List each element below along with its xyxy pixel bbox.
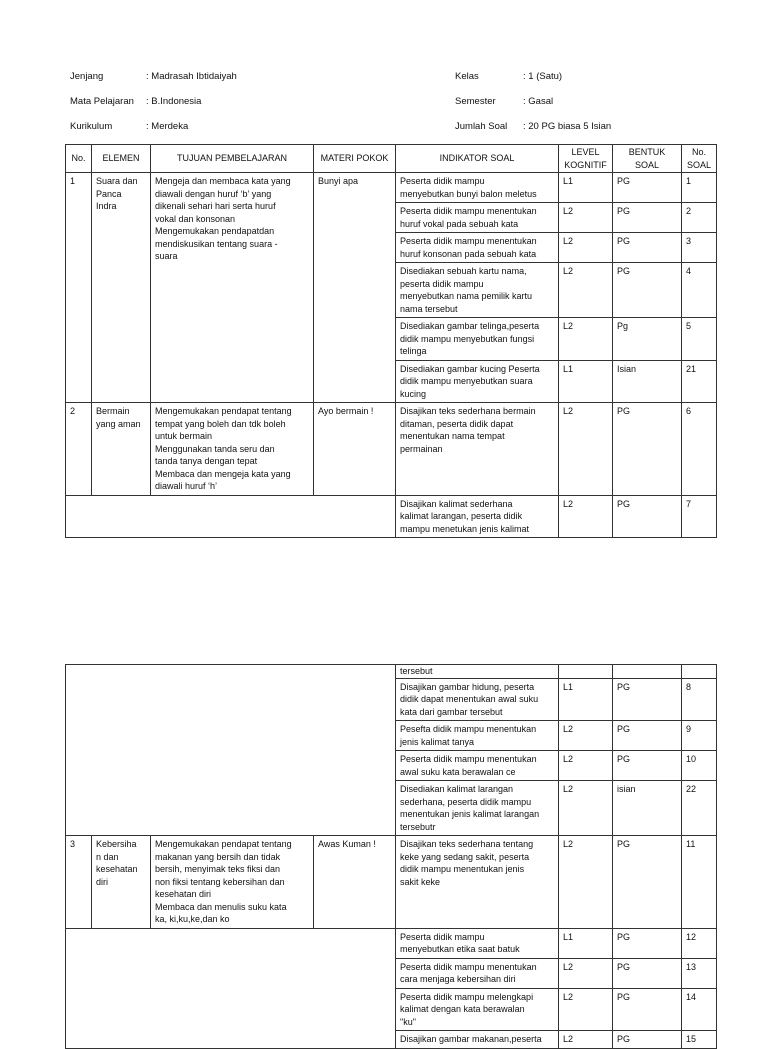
jenjang-value: : Madrasah Ibtidaiyah [146, 71, 237, 82]
cell-no: 2 [66, 403, 92, 496]
cell-elemen: Bermain yang aman [92, 403, 151, 496]
kurikulum-label: Kurikulum [70, 121, 113, 132]
table-row [66, 495, 717, 538]
cell-indikator: Peserta didik mampu menentukan cara menjaga kebersihan diri [396, 958, 559, 988]
semester-label: Semester [455, 96, 496, 107]
cell-level: L2 [559, 988, 613, 1031]
cell-bentuk: PG [613, 988, 682, 1031]
cell-bentuk: PG [613, 751, 682, 781]
cell-no-soal: 4 [682, 263, 717, 318]
cell-level: L1 [559, 678, 613, 721]
cell-bentuk: Pg [613, 318, 682, 361]
kelas-value: : 1 (Satu) [523, 71, 563, 82]
cell-bentuk [613, 665, 682, 679]
table-row [66, 403, 717, 496]
cell-no-soal: 22 [682, 781, 717, 836]
cell-no-soal: 14 [682, 988, 717, 1031]
cell-indikator: Peserta didik mampu menyebutkan bunyi balon meletus [396, 173, 559, 203]
cell-indikator: Disajikan gambar makanan,peserta [396, 1031, 559, 1049]
cell-level [559, 665, 613, 679]
header-tujuan: TUJUAN PEMBELAJARAN [151, 145, 314, 173]
cell-empty [66, 495, 396, 538]
cell-bentuk: PG [613, 233, 682, 263]
cell-no: 1 [66, 173, 92, 403]
cell-elemen: Suara dan Panca Indra [92, 173, 151, 403]
cell-indikator: tersebut [396, 665, 559, 679]
jenjang-label: Jenjang [70, 71, 104, 82]
cell-indikator: Disajikan kalimat sederhana kalimat larangan, peserta didik mampu menetukan jenis kalimat [396, 495, 559, 538]
cell-indikator: Peserta didik mampu menentukan huruf vokal pada sebuah kata [396, 203, 559, 233]
cell-no-soal: 2 [682, 203, 717, 233]
cell-bentuk: isian [613, 781, 682, 836]
cell-indikator: Disediakan gambar kucing Peserta didik mampu menyebutkan suara kucing [396, 360, 559, 403]
kisi-kisi-table-1 [65, 144, 717, 538]
cell-indikator: Disediakan kalimat larangan sederhana, peserta didik mampu menentukan jenis kalimat larangan tersebutr [396, 781, 559, 836]
cell-indikator: Pesefta didik mampu menentukan jenis kalimat tanya [396, 721, 559, 751]
cell-bentuk: PG [613, 203, 682, 233]
table-row [66, 928, 717, 958]
cell-tujuan: Mengeja dan membaca kata yang diawali dengan huruf ‘b’ yang dikenali sehari hari serta huruf vokal dan konsonan Mengemukakan pendapatdan mendiskusikan tentang suara - suara [151, 173, 314, 403]
cell-level: L2 [559, 318, 613, 361]
cell-bentuk: PG [613, 263, 682, 318]
semester-value: : Gasal [523, 96, 554, 107]
cell-no-soal: 1 [682, 173, 717, 203]
cell-bentuk: PG [613, 836, 682, 929]
table-row [66, 173, 717, 203]
cell-bentuk: PG [613, 958, 682, 988]
cell-materi: Awas Kuman ! [314, 836, 396, 929]
cell-bentuk: PG [613, 1031, 682, 1049]
cell-indikator: Disajikan teks sederhana tentang keke yang sedang sakit, peserta didik mampu menentukan jenis sakit keke [396, 836, 559, 929]
kisi-kisi-table-2 [65, 664, 717, 1049]
cell-no-soal: 15 [682, 1031, 717, 1049]
cell-tujuan: Mengemukakan pendapat tentang makanan yang bersih dan tidak bersih, menyimak teks fiksi dan non fiksi tentang kebersihan dan kesehatan diri Membaca dan menulis suku kata ka, ki,ku,ke,dan ko [151, 836, 314, 929]
cell-level: L2 [559, 203, 613, 233]
cell-no-soal: 12 [682, 928, 717, 958]
cell-no-soal: 10 [682, 751, 717, 781]
cell-no-soal: 7 [682, 495, 717, 538]
cell-level: L2 [559, 781, 613, 836]
cell-level: L2 [559, 958, 613, 988]
kelas-label: Kelas [455, 71, 479, 82]
cell-no-soal: 6 [682, 403, 717, 496]
cell-indikator: Peserta didik mampu menentukan awal suku kata berawalan ce [396, 751, 559, 781]
header-no-soal: No. SOAL [682, 145, 717, 173]
cell-no-soal: 9 [682, 721, 717, 751]
cell-no-soal [682, 665, 717, 679]
cell-level: L1 [559, 360, 613, 403]
cell-tujuan: Mengemukakan pendapat tentang tempat yang boleh dan tdk boleh untuk bermain Menggunakan tanda seru dan tanda tanya dengan tepat Membaca dan mengeja kata yang diawali huruf ‘h’ [151, 403, 314, 496]
cell-materi: Bunyi apa [314, 173, 396, 403]
cell-no-soal: 11 [682, 836, 717, 929]
cell-level: L2 [559, 751, 613, 781]
mapel-value: : B.Indonesia [146, 96, 202, 107]
cell-indikator: Disajikan gambar hidung, peserta didik dapat menentukan awal suku kata dari gambar tersebut [396, 678, 559, 721]
cell-no-soal: 3 [682, 233, 717, 263]
cell-bentuk: PG [613, 495, 682, 538]
cell-bentuk: PG [613, 403, 682, 496]
cell-bentuk: PG [613, 928, 682, 958]
cell-no-soal: 21 [682, 360, 717, 403]
header-level: LEVEL KOGNITIF [559, 145, 613, 173]
table-row [66, 836, 717, 929]
cell-level: L2 [559, 1031, 613, 1049]
jumlah-soal-label: Jumlah Soal [455, 121, 508, 132]
cell-bentuk: PG [613, 721, 682, 751]
cell-indikator: Disediakan gambar telinga,peserta didik mampu menyebutkan fungsi telinga [396, 318, 559, 361]
jumlah-soal-value: : 20 PG biasa 5 Isian [523, 121, 612, 132]
cell-no: 3 [66, 836, 92, 929]
cell-level: L2 [559, 836, 613, 929]
cell-level: L2 [559, 263, 613, 318]
cell-level: L2 [559, 403, 613, 496]
cell-no-soal: 8 [682, 678, 717, 721]
table-header-row [66, 145, 717, 173]
cell-level: L2 [559, 721, 613, 751]
cell-level: L2 [559, 495, 613, 538]
cell-level: L2 [559, 233, 613, 263]
cell-indikator: Peserta didik mampu menyebutkan etika saat batuk [396, 928, 559, 958]
table-row [66, 665, 717, 679]
cell-indikator: Peserta didik mampu melengkapi kalimat dengan kata berawalan "ku" [396, 988, 559, 1031]
cell-level: L1 [559, 173, 613, 203]
header-indikator: INDIKATOR SOAL [396, 145, 559, 173]
cell-materi: Ayo bermain ! [314, 403, 396, 496]
cell-indikator: Disediakan sebuah kartu nama, peserta didik mampu menyebutkan nama pemilik kartu nama tersebut [396, 263, 559, 318]
cell-indikator: Peserta didik mampu menentukan huruf konsonan pada sebuah kata [396, 233, 559, 263]
cell-empty [66, 928, 396, 1048]
header-elemen: ELEMEN [92, 145, 151, 173]
cell-elemen: Kebersiha n dan kesehatan diri [92, 836, 151, 929]
cell-no-soal: 13 [682, 958, 717, 988]
cell-bentuk: Isian [613, 360, 682, 403]
header-no: No. [66, 145, 92, 173]
kurikulum-value: : Merdeka [146, 121, 189, 132]
cell-indikator: Disajikan teks sederhana bermain ditaman, peserta didik dapat menentukan nama tempat permainan [396, 403, 559, 496]
cell-bentuk: PG [613, 678, 682, 721]
cell-no-soal: 5 [682, 318, 717, 361]
header-bentuk: BENTUK SOAL [613, 145, 682, 173]
mapel-label: Mata Pelajaran [70, 96, 134, 107]
header-materi: MATERI POKOK [314, 145, 396, 173]
cell-level: L1 [559, 928, 613, 958]
cell-bentuk: PG [613, 173, 682, 203]
cell-empty [66, 665, 396, 836]
